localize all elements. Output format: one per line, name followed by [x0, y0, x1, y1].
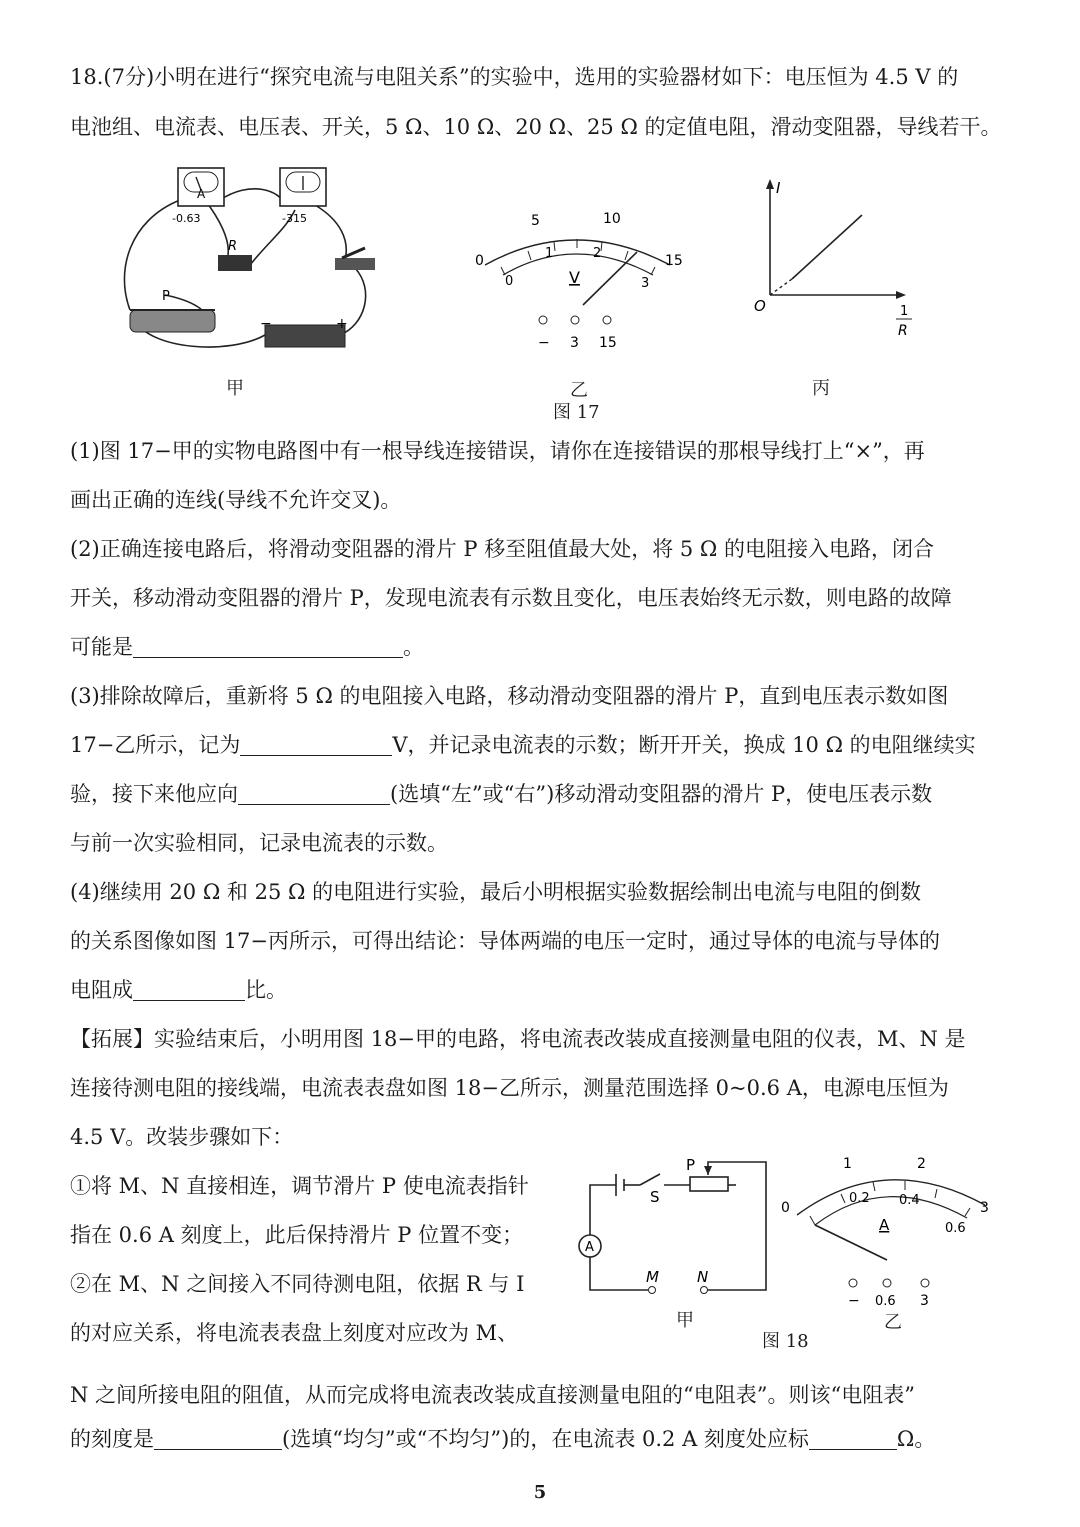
last-part-a: 的刻度是 — [70, 1427, 154, 1451]
amm-outer-0: 0 — [781, 1200, 790, 1216]
amm-outer-1: 1 — [843, 1156, 852, 1172]
fig18-yi-label: 乙 — [884, 1312, 902, 1333]
q2-line-3 — [70, 632, 1010, 662]
ext-line-1: 【拓展】实验结束后，小明用图 18−甲的电路，将电流表改装成直接测量电阻的仪表，M、N 是 — [70, 1027, 966, 1051]
last-part-c: Ω。 — [896, 1427, 936, 1451]
amm-inner-04: 0.4 — [899, 1193, 920, 1208]
ext-line-2: 连接待测电阻的接线端，电流表表盘如图 18−乙所示，测量范围选择 0~0.6 A，电源电压恒为 — [70, 1076, 949, 1100]
amm-unit: A — [879, 1216, 890, 1234]
question-18-line-2: 电池组、电流表、电压表、开关，5 Ω、10 Ω、20 Ω、25 Ω 的定值电阻，滑动变阻器，导线若干。 — [70, 115, 1002, 139]
q3-voltage-blank[interactable] — [240, 733, 392, 756]
fig17-bing-label: 丙 — [812, 378, 830, 399]
q3-direction-blank[interactable] — [238, 782, 390, 805]
fig18-slider-label: P — [686, 1156, 696, 1174]
bing-y-label: I — [776, 179, 781, 197]
yi-inner-0: 0 — [505, 274, 514, 289]
step-line-3: ②在 M、N 之间接入不同待测电阻，依据 R 与 I — [70, 1272, 525, 1296]
page-number: 5 — [533, 1482, 547, 1503]
fig17-battery-neg: − — [260, 316, 272, 332]
resistance-value-blank[interactable] — [809, 1427, 897, 1450]
amm-term-3: 3 — [920, 1293, 929, 1309]
q4-line-2: 的关系图像如图 17−丙所示，可得出结论：导体两端的电压一定时，通过导体的电流与导体的 — [70, 929, 940, 953]
fig18-caption: 图 18 — [762, 1331, 809, 1352]
yi-term-15: 15 — [599, 335, 617, 351]
q4-prefix: 电阻成 — [70, 978, 133, 1002]
q3-part-c: 验，接下来他应向 — [70, 782, 238, 806]
bing-origin: O — [754, 297, 766, 315]
q2-prefix: 可能是 — [70, 635, 133, 659]
battery-icon — [265, 325, 345, 347]
resistor-icon — [218, 255, 252, 271]
q3-line-4: 与前一次实验相同，记录电流表的示数。 — [70, 831, 448, 855]
yi-inner-1: 1 — [545, 246, 554, 261]
q2-suffix: 。 — [403, 635, 424, 659]
rheostat-icon — [130, 310, 215, 332]
yi-unit: V — [569, 268, 580, 287]
step-line-4: 的对应关系，将电流表表盘上刻度对应改为 M、 — [70, 1321, 519, 1345]
fig17-yi-voltmeter-dial — [465, 205, 695, 355]
amm-inner-02: 0.2 — [849, 1191, 870, 1206]
scale-uniform-blank[interactable] — [154, 1427, 282, 1450]
q4-line-1: (4)继续用 20 Ω 和 25 Ω 的电阻进行实验，最后小明根据实验数据绘制出电流与电阻的倒数 — [70, 880, 922, 904]
yi-term-neg: − — [538, 335, 550, 351]
fig17-ammeter-terminals: -0.63 — [172, 212, 201, 225]
amm-outer-3: 3 — [980, 1200, 989, 1216]
fig17-ammeter-label: A — [197, 187, 206, 201]
q3-part-b: V，并记录电流表的示数；断开开关，换成 10 Ω 的电阻继续实 — [392, 733, 976, 757]
q4-answer-blank[interactable] — [133, 978, 245, 1001]
amm-term-neg: − — [848, 1293, 860, 1309]
yi-inner-2: 2 — [593, 246, 602, 261]
fig17-battery-pos: + — [336, 316, 348, 332]
yi-outer-0: 0 — [475, 253, 484, 269]
fig18-meter-label: A — [585, 1240, 594, 1255]
q2-line-2: 开关，移动滑动变阻器的滑片 P，发现电流表有示数且变化，电压表始终无示数，则电路的故障 — [70, 586, 952, 610]
q3-line-2 — [70, 730, 1010, 760]
yi-outer-15: 15 — [665, 253, 683, 269]
q3-line-1: (3)排除故障后，重新将 5 Ω 的电阻接入电路，移动滑动变阻器的滑片 P，直到电压表示数如图 — [70, 684, 949, 708]
fig17-resistor-label: R — [228, 239, 238, 254]
yi-term-3: 3 — [570, 335, 579, 351]
q3-part-a: 17−乙所示，记为 — [70, 733, 241, 757]
q4-line-3 — [70, 975, 1010, 1005]
bing-x-num: 1 — [900, 304, 909, 319]
switch-icon — [335, 258, 375, 270]
fig17-caption: 图 17 — [553, 402, 600, 423]
fig18-m-label: M — [646, 1268, 659, 1286]
fig17-voltmeter-terminals: -315 — [282, 212, 307, 225]
q3-part-d: (选填“左”或“右”)移动滑动变阻器的滑片 P，使电压表示数 — [390, 782, 933, 806]
amm-term-06: 0.6 — [875, 1294, 896, 1309]
q4-suffix: 比。 — [245, 978, 287, 1002]
fig18-n-label: N — [697, 1268, 709, 1286]
fig18-jia-label: 甲 — [676, 1310, 694, 1331]
ext-line-3: 4.5 V。改装步骤如下： — [70, 1125, 294, 1149]
fig18-yi-ammeter-dial — [775, 1150, 1005, 1315]
fig17-yi-label: 乙 — [570, 380, 588, 401]
last-line-2 — [70, 1424, 1010, 1454]
bing-x-den: R — [898, 323, 908, 339]
question-18-line-1: 18.(7分)小明在进行“探究电流与电阻关系”的实验中，选用的实验器材如下：电压恒为 4.5 V 的 — [70, 65, 959, 89]
last-line-1: N 之间所接电阻的阻值，从而完成将电流表改装成直接测量电阻的“电阻表”。则该“电阻表” — [70, 1383, 915, 1407]
step-line-1: ①将 M、N 直接相连，调节滑片 P 使电流表指针 — [70, 1174, 529, 1198]
amm-inner-06: 0.6 — [945, 1221, 966, 1236]
fig17-slider-label: P — [162, 289, 170, 304]
last-part-b: (选填“均匀”或“不均匀”)的，在电流表 0.2 A 刻度处应标 — [282, 1427, 809, 1451]
yi-outer-5: 5 — [531, 213, 540, 229]
fig18-switch-label: S — [650, 1188, 660, 1206]
step-line-2: 指在 0.6 A 刻度上，此后保持滑片 P 位置不变； — [70, 1223, 524, 1247]
q2-answer-blank[interactable] — [133, 635, 403, 658]
q1-line-2: 画出正确的连线(导线不允许交叉)。 — [70, 488, 402, 512]
yi-inner-3: 3 — [641, 276, 650, 291]
fig17-jia-circuit — [110, 160, 380, 360]
fig17-jia-label: 甲 — [226, 378, 244, 399]
q3-line-3 — [70, 779, 1010, 809]
q1-line-1: (1)图 17−甲的实物电路图中有一根导线连接错误，请你在连接错误的那根导线打上“×”，再 — [70, 439, 925, 463]
yi-outer-10: 10 — [603, 211, 621, 227]
q2-line-1: (2)正确连接电路后，将滑动变阻器的滑片 P 移至阻值最大处，将 5 Ω 的电阻接入电路，闭合 — [70, 537, 935, 561]
amm-outer-2: 2 — [917, 1156, 926, 1172]
fig18-jia-circuit — [568, 1150, 778, 1300]
fig17-bing-graph — [750, 175, 930, 345]
